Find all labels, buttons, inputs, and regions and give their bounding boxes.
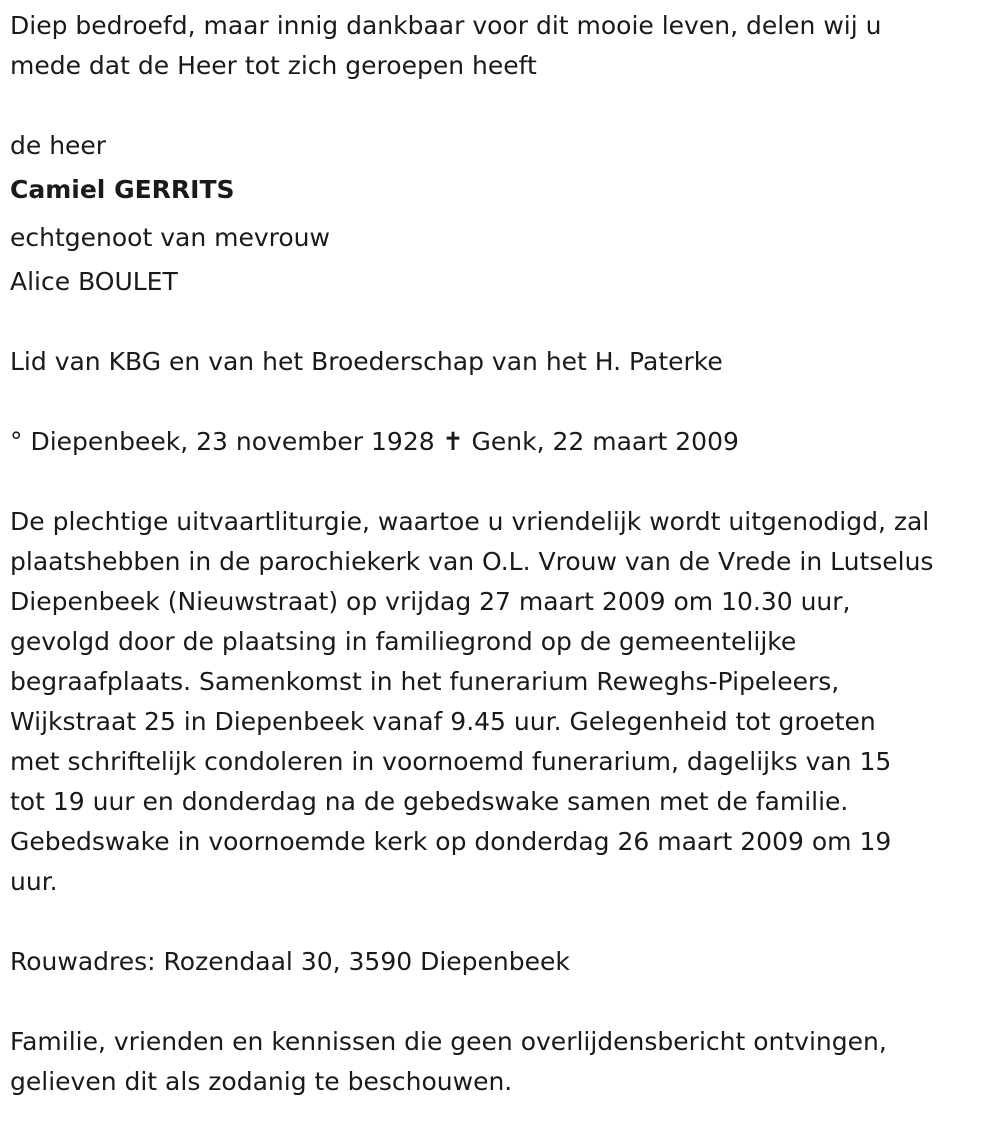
- life-dates: [10, 422, 995, 462]
- obituary-document: [10, 6, 995, 1102]
- membership-line: Lid van KBG en van het Broederschap van het H. Paterke: [10, 347, 723, 376]
- closing-paragraph: [10, 1022, 995, 1102]
- ceremony-line: gevolgd door de plaatsing in familiegrond op de gemeentelijke: [10, 627, 797, 656]
- death-date: Genk, 22 maart 2009: [471, 427, 739, 456]
- spouse-name: Alice BOULET: [10, 267, 178, 296]
- intro-paragraph: [10, 6, 995, 86]
- birth-date: ° Diepenbeek, 23 november 1928: [10, 427, 435, 456]
- ceremony-line: Diepenbeek (Nieuwstraat) op vrijdag 27 maart 2009 om 10.30 uur,: [10, 587, 851, 616]
- deceased-name: Camiel GERRITS: [10, 175, 235, 204]
- ceremony-line: Gebedswake in voornoemde kerk op donderdag 26 maart 2009 om 19: [10, 827, 892, 856]
- ceremony-line: Wijkstraat 25 in Diepenbeek vanaf 9.45 uur. Gelegenheid tot groeten: [10, 707, 876, 736]
- mourning-address: Rouwadres: Rozendaal 30, 3590 Diepenbeek: [10, 947, 570, 976]
- closing-line: gelieven dit als zodanig te beschouwen.: [10, 1067, 513, 1096]
- ceremony-paragraph: [10, 502, 995, 902]
- cross-icon: ✝: [442, 427, 464, 456]
- ceremony-line: begraafplaats. Samenkomst in het funerarium Reweghs-Pipeleers,: [10, 667, 840, 696]
- ceremony-line: De plechtige uitvaartliturgie, waartoe u vriendelijk wordt uitgenodigd, zal: [10, 507, 930, 536]
- ceremony-line: met schriftelijk condoleren in voornoemd funerarium, dagelijks van 15: [10, 747, 892, 776]
- intro-line: Diep bedroefd, maar innig dankbaar voor dit mooie leven, delen wij u: [10, 11, 882, 40]
- title-prefix: de heer: [10, 131, 107, 160]
- closing-line: Familie, vrienden en kennissen die geen overlijdensbericht ontvingen,: [10, 1027, 887, 1056]
- ceremony-line: plaatshebben in de parochiekerk van O.L. Vrouw van de Vrede in Lutselus: [10, 547, 934, 576]
- ceremony-line: tot 19 uur en donderdag na de gebedswake samen met de familie.: [10, 787, 849, 816]
- intro-line: mede dat de Heer tot zich geroepen heeft: [10, 51, 537, 80]
- ceremony-line: uur.: [10, 867, 58, 896]
- spouse-relation: echtgenoot van mevrouw: [10, 223, 330, 252]
